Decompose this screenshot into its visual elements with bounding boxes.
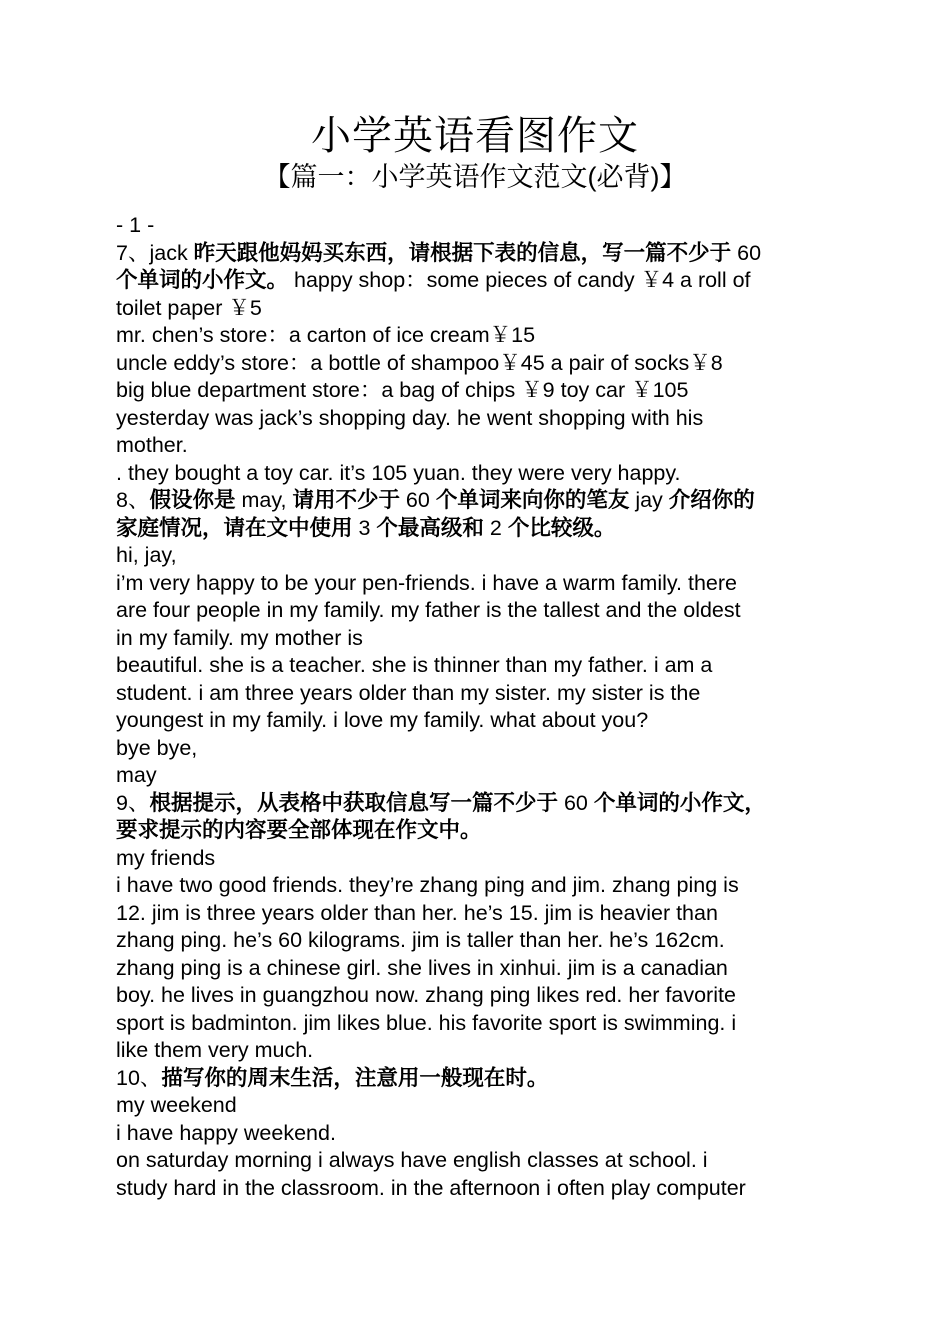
q9-heading: my friends: [116, 845, 216, 870]
q9-instruction-line1: [116, 790, 840, 818]
q7-line9: . they bought a toy car. it’s 105 yuan. they were very happy.: [116, 460, 681, 485]
q9-p6: sport is badminton. jim likes blue. his favorite sport is swimming. i: [116, 1010, 737, 1035]
q9-p7: like them very much.: [116, 1038, 314, 1062]
q8-instr-e: 家庭情况，请在文中使用: [116, 515, 353, 540]
q9-number: 9、: [116, 790, 150, 815]
q8-number: 8、: [116, 488, 150, 512]
q7-instruction: 昨天跟他妈妈买东西，请根据下表的信息，写一篇不少于: [193, 240, 732, 265]
q7-line6: big blue department store：a bag of chips ￥9 toy car ￥105: [116, 378, 689, 402]
q8-closing: bye bye,: [116, 735, 198, 760]
q8-p5: student. i am three years older than my sister. my sister is the: [116, 680, 701, 705]
q8-name-jay: jay: [629, 488, 669, 512]
q7-line7: yesterday was jack’s shopping day. he went shopping with his: [116, 405, 704, 430]
q7-number: 7、jack: [116, 240, 194, 265]
q8-p4: beautiful. she is a teacher. she is thinner than my father. i am a: [116, 653, 713, 677]
q8-name-may: may,: [235, 488, 293, 512]
q8-instr-b: 请用不少于: [292, 488, 400, 512]
q7-min-words: 60: [731, 240, 762, 265]
q8-p2: are four people in my family. my father is the tallest and the oldest: [116, 598, 741, 622]
q7-line8: mother.: [116, 433, 188, 457]
page-marker: - 1 -: [116, 213, 155, 237]
q9-instr-a: 根据提示，从表格中获取信息写一篇不少于: [149, 790, 558, 815]
q8-instr-a: 假设你是: [149, 488, 236, 512]
q8-p6: youngest in my family. i love my family. what about you?: [116, 708, 649, 732]
q10-heading: my weekend: [116, 1093, 237, 1117]
q7-happy-shop: happy shop：some pieces of candy ￥4 a roll of: [288, 268, 751, 292]
q8-n2: 2: [483, 515, 508, 540]
q9-p1: i have two good friends. they’re zhang ping and jim. zhang ping is: [116, 873, 739, 897]
page-subtitle: 【篇一：小学英语作文范文(必背)】: [263, 162, 687, 192]
q10-number: 10、: [116, 1065, 162, 1090]
q9-p3: zhang ping. he’s 60 kilograms. jim is taller than her. he’s 162cm.: [116, 928, 725, 952]
q10-instr: 描写你的周末生活，注意用一般现在时。: [161, 1065, 549, 1090]
q8-greeting: hi, jay,: [116, 543, 177, 567]
q8-instruction-line2: [116, 515, 840, 543]
q10-p2: on saturday morning i always have english classes at school. i: [116, 1148, 708, 1172]
q8-p1: i’m very happy to be your pen-friends. i have a warm family. there: [116, 570, 737, 595]
q9-instr-c: 要求提示的内容要全部体现在作文中。: [116, 818, 482, 842]
q10-instruction: [116, 1065, 840, 1093]
q9-count: 60: [557, 790, 594, 815]
q8-count: 60: [399, 488, 436, 512]
q8-instr-c: 个单词来向你的笔友: [435, 488, 630, 512]
page-title: 小学英语看图作文: [311, 114, 639, 158]
q8-n3: 3: [352, 515, 377, 540]
q8-instruction-line1: [116, 487, 840, 515]
q9-p5: boy. he lives in guangzhou now. zhang ping likes red. her favorite: [116, 983, 736, 1007]
q10-p1: i have happy weekend.: [116, 1120, 336, 1145]
q7-instruction-end: 个单词的小作文。: [116, 268, 289, 292]
q10-p3: study hard in the classroom. in the afternoon i often play computer: [116, 1175, 746, 1200]
q8-instr-d: 介绍你的: [668, 488, 755, 512]
q7-line3: toilet paper ￥5: [116, 295, 262, 320]
q7-line5: uncle eddy’s store：a bottle of shampoo￥45 a pair of socks￥8: [116, 350, 723, 375]
q8-p3: in my family. my mother is: [116, 625, 363, 650]
document-body: [116, 212, 840, 1202]
q9-p4: zhang ping is a chinese girl. she lives in xinhui. jim is a canadian: [116, 955, 728, 980]
q8-instr-f: 个最高级和: [376, 515, 484, 540]
q9-instr-b: 个单词的小作文，: [593, 790, 766, 815]
q7-line4: mr. chen’s store：a carton of ice cream￥15: [116, 323, 536, 347]
q7-instruction-line1: [116, 240, 840, 268]
q9-p2: 12. jim is three years older than her. he’s 15. jim is heavier than: [116, 900, 718, 925]
q8-instr-g: 个比较级。: [507, 515, 616, 540]
q8-signature: may: [116, 763, 157, 787]
q7-instruction-line2: [116, 267, 840, 295]
